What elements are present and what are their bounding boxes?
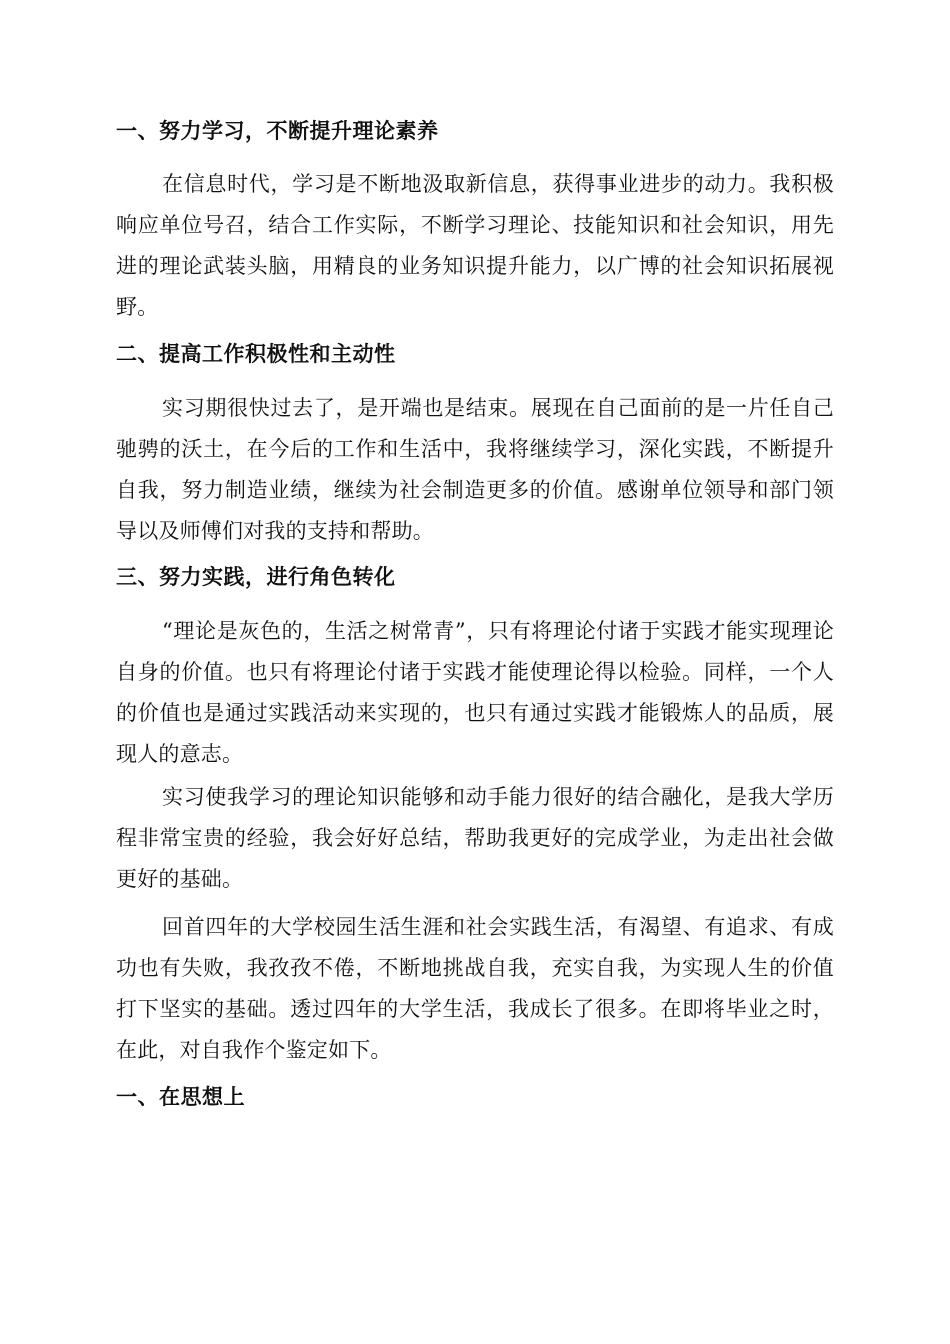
section-heading-practice: 三、努力实践，进行角色转化 (116, 565, 396, 589)
section-heading-study: 一、努力学习，不断提升理论素养 (116, 119, 439, 143)
paragraph-study: 在信息时代，学习是不断地汲取新信息，获得事业进步的动力。我积极响应单位号召，结合工作实际，不断学习理论、技能知识和社会知识，用先进的理论武装头脑，用精良的业务知识提升能力，以广博的社会知识拓展视野。 (116, 172, 834, 319)
paragraph-practice: “理论是灰色的，生活之树常青”，只有将理论付诸于实践才能实现理论自身的价值。也只有将理论付诸于实践才能使理论得以检验。同样，一个人的价值也是通过实践活动来实现的，也只有通过实践才能锻炼人的品质，展现人的意志。 (116, 619, 834, 766)
paragraph-review: 回首四年的大学校园生活生涯和社会实践生活，有渴望、有追求、有成功也有失败，我孜孜不倦，不断地挑战自我，充实自我，为实现人生的价值打下坚实的基础。透过四年的大学生活，我成长了很多。在即将毕业之时，在此，对自我作个鉴定如下。 (116, 915, 834, 1062)
paragraph-internship: 实习使我学习的理论知识能够和动手能力很好的结合融化，是我大学历程非常宝贵的经验，我会好好总结，帮助我更好的完成学业，为走出社会做更好的基础。 (116, 785, 834, 891)
section-heading-thought: 一、在思想上 (116, 1085, 245, 1109)
section-heading-initiative: 二、提高工作积极性和主动性 (116, 342, 396, 366)
paragraph-initiative: 实习期很快过去了，是开端也是结束。展现在自己面前的是一片任自己驰骋的沃土，在今后的工作和生活中，我将继续学习，深化实践，不断提升自我，努力制造业绩，继续为社会制造更多的价值。感谢单位领导和部门领导以及师傅们对我的支持和帮助。 (116, 396, 834, 543)
